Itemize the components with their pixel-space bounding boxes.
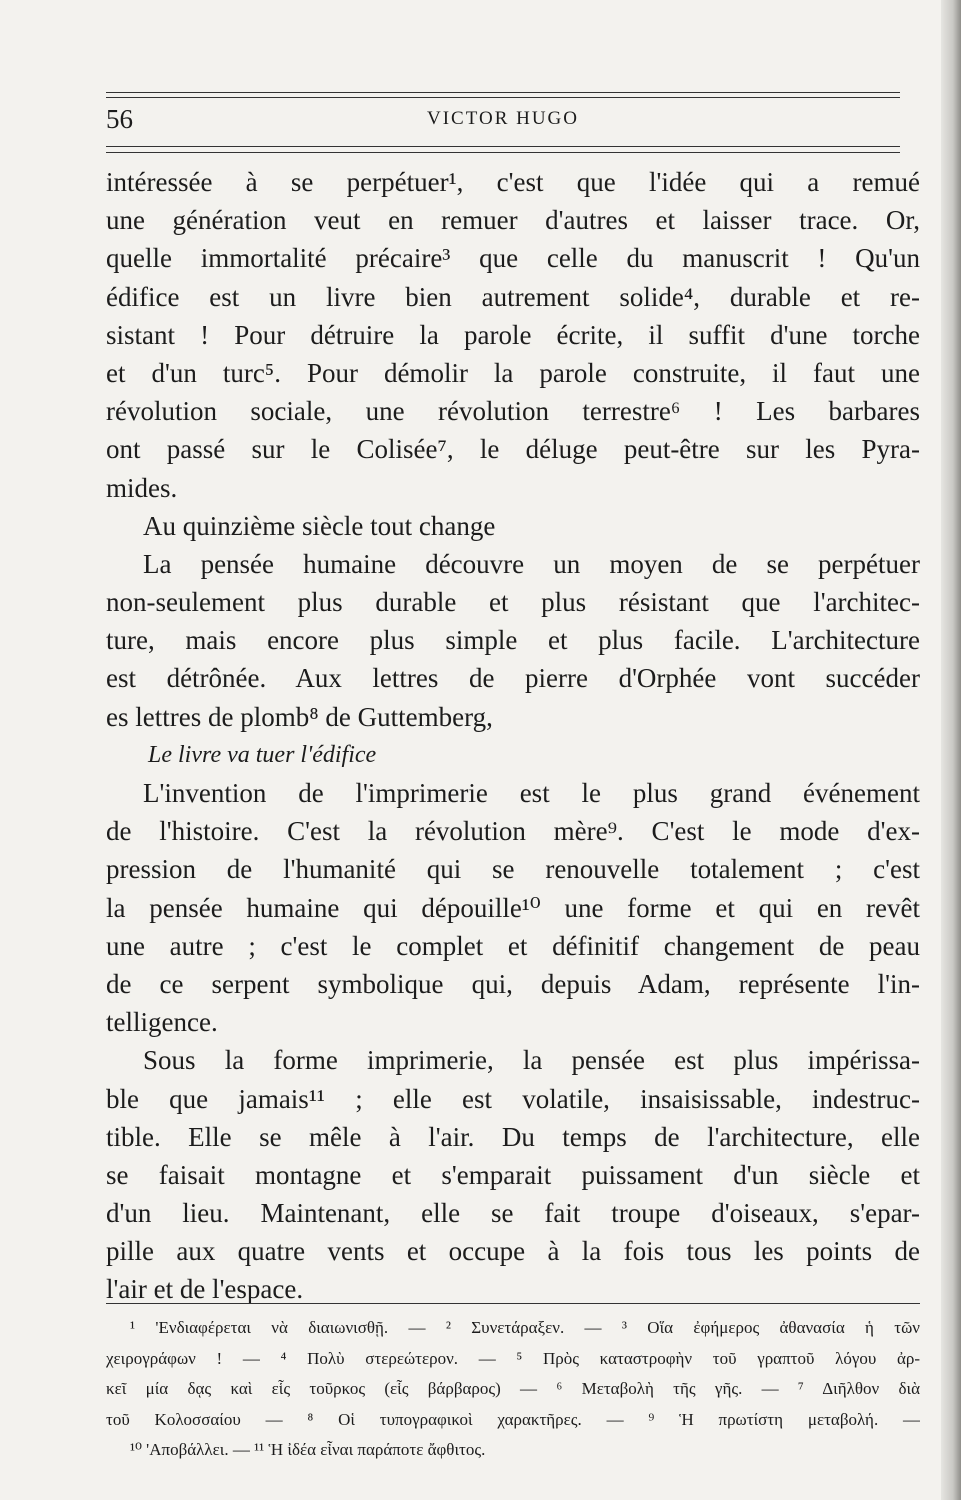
body-line: pression de l'humanité qui se renouvelle totalement ; c'est: [106, 854, 920, 885]
body-line: de l'histoire. C'est la révolution mère⁹. C'est le mode d'ex-: [106, 816, 920, 847]
body-line: ont passé sur le Colisée⁷, le déluge peut-être sur les Pyra-: [106, 434, 920, 465]
body-line: la pensée humaine qui dépouille¹⁰ une forme et qui en revêt: [106, 892, 920, 923]
body-line: se faisait montagne et s'emparait puissament d'un siècle et: [106, 1159, 920, 1190]
body-line: ture, mais encore plus simple et plus facile. L'architecture: [106, 625, 920, 656]
body-line: non-seulement plus durable et plus résistant que l'architec-: [106, 587, 920, 618]
header-rule-bottom: [106, 146, 900, 147]
italic-heading: Le livre va tuer l'édifice: [148, 741, 377, 768]
body-line: et d'un turc⁵. Pour démolir la parole construite, il faut une: [106, 357, 920, 388]
body-line: intéressée à se perpétuer¹, c'est que l'idée qui a remué: [106, 167, 920, 197]
body-line: ble que jamais¹¹ ; elle est volatile, insaisissable, indestruc-: [106, 1083, 920, 1114]
running-title: VICTOR HUGO: [426, 108, 579, 129]
paragraph-first-line: L'invention de l'imprimerie est le plus grand événement: [143, 778, 920, 808]
footnote-line: ¹⁰ 'Αποβάλλει. — ¹¹ Ἡ ἰδέα εἶναι παράποτε ἄφθιτος.: [130, 1440, 486, 1459]
body-line: tible. Elle se mêle à l'air. Du temps de l'architecture, elle: [106, 1121, 920, 1152]
footnotes: [106, 1313, 920, 1466]
body-line: de ce serpent symbolique qui, depuis Adam, représente l'in-: [106, 968, 920, 999]
body-line: es lettres de plomb⁸ de Guttemberg,: [106, 701, 493, 732]
body-line: est détrônée. Aux lettres de pierre d'Orphée vont succéder: [106, 663, 920, 694]
header-rule-bottom-inner: [106, 152, 900, 153]
body-line: une génération veut en remuer d'autres et laisser trace. Or,: [106, 205, 920, 236]
paragraph-first-line: La pensée humaine découvre un moyen de se perpétuer: [143, 548, 920, 579]
body-line: l'air et de l'espace.: [106, 1274, 304, 1305]
body-line: édifice est un livre bien autrement solide⁴, durable et re-: [106, 281, 920, 312]
body-line: révolution sociale, une révolution terrestre⁶ ! Les barbares: [106, 396, 920, 427]
footnote-line: κεῖ μία δᾳς καὶ εἷς τοῦρκος (εἷς βάρβαρος) — ⁶ Μεταβολὴ τῆς γῆς. — ⁷ Διῆλθον διὰ: [106, 1379, 920, 1398]
page-number: 56: [106, 104, 133, 134]
body-line: une autre ; c'est le complet et définitif changement de peau: [106, 930, 920, 961]
footnote-rule: [106, 1303, 920, 1304]
header-rule-top: [106, 92, 900, 93]
paragraph-first-line: Au quinzième siècle tout change: [143, 510, 496, 541]
body-line: telligence.: [106, 1007, 218, 1038]
body-line: mides.: [106, 472, 178, 503]
body-text: [106, 163, 920, 1309]
paragraph-first-line: Sous la forme imprimerie, la pensée est plus impérissa-: [143, 1045, 920, 1076]
body-line: sistant ! Pour détruire la parole écrite, il suffit d'une torche: [106, 319, 920, 350]
body-line: quelle immortalité précaire³ que celle du manuscrit ! Qu'un: [106, 243, 920, 274]
page-edge-shadow: [941, 0, 961, 1500]
body-line: pille aux quatre vents et occupe à la fois tous les points de: [106, 1236, 920, 1267]
footnote-line: χειρογράφων ! — ⁴ Πολὺ στερεώτερον. — ⁵ Πρὸς καταστροφὴν τοῦ γραπτοῦ λόγου ἀρ-: [106, 1348, 920, 1368]
body-line: d'un lieu. Maintenant, elle se fait troupe d'oiseaux, s'epar-: [106, 1198, 920, 1229]
footnote-line: τοῦ Κολοσσαίου — ⁸ Οἱ τυπογραφικοὶ χαρακτῆρες. — ⁹ Ἡ πρωτίστη μεταβολή. —: [106, 1409, 920, 1429]
footnote-line: ¹ 'Ενδιαφέρεται νὰ διαιωνισθῇ. — ² Συνετάραξεν. — ³ Οἵα ἐφήμερος ἀθανασία ἡ τῶν: [130, 1318, 920, 1337]
page-header: [106, 98, 900, 138]
